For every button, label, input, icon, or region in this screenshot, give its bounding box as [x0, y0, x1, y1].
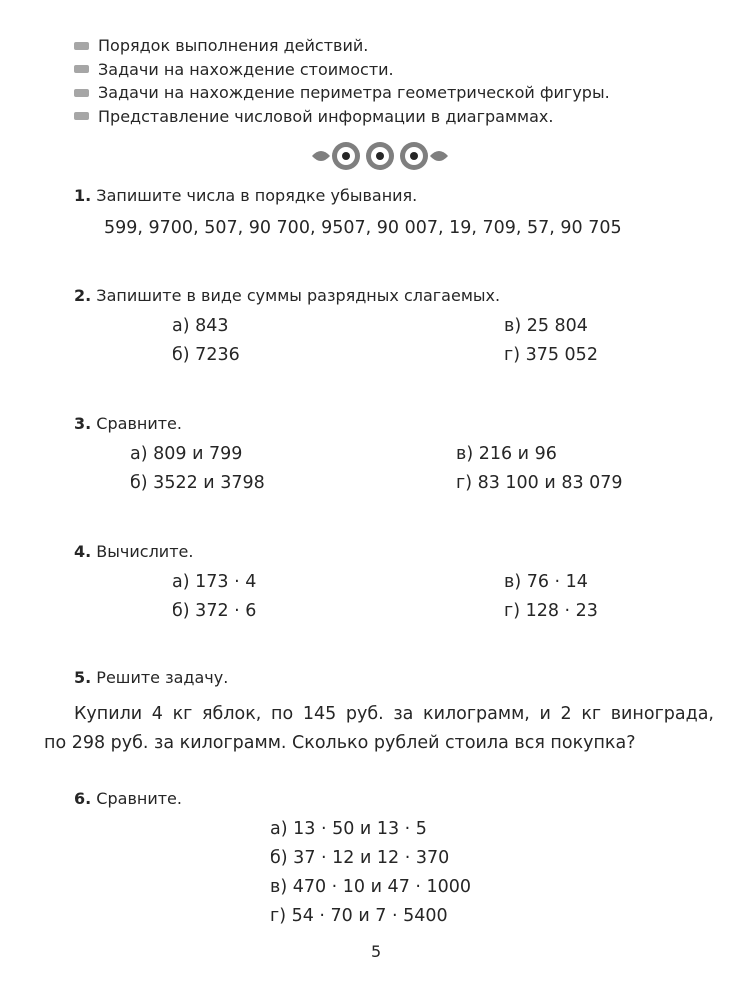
task-text: Запишите в виде суммы разрядных слагаемых.: [91, 286, 501, 305]
task-number: 1.: [74, 186, 92, 205]
task-number: 2.: [74, 286, 92, 305]
task-number: 4.: [74, 542, 92, 561]
exercise-item: а) 809 и 799: [130, 444, 243, 464]
exercise-item: в) 470 · 10 и 47 · 1000: [270, 877, 472, 897]
task-text: Вычислите.: [91, 542, 194, 561]
exercise-item: б) 37 · 12 и 12 · 370: [270, 848, 450, 868]
exercise-item: а) 173 · 4: [172, 572, 257, 592]
topics-list: [74, 34, 610, 128]
topic-text: Порядок выполнения действий.: [98, 36, 369, 56]
topic-item: [74, 105, 610, 129]
problem-text: [44, 700, 714, 758]
bullet-icon: [74, 42, 89, 50]
bullet-icon: [74, 112, 89, 120]
exercise-item: а) 843: [172, 316, 229, 336]
exercise-item: б) 372 · 6: [172, 601, 257, 621]
topic-item: [74, 81, 610, 105]
exercise-item: г) 375 052: [504, 345, 598, 365]
task-number: 5.: [74, 668, 92, 687]
bullet-icon: [74, 89, 89, 97]
task-4-title: [74, 542, 193, 561]
exercise-item: г) 128 · 23: [504, 601, 598, 621]
topic-text: Представление числовой информации в диаграммах.: [98, 106, 554, 126]
topic-item: [74, 34, 610, 58]
task-text: Решите задачу.: [91, 668, 229, 687]
page-number: 5: [371, 942, 382, 961]
ornament-divider-icon: [312, 138, 448, 174]
exercise-item: в) 25 804: [504, 316, 588, 336]
topic-text: Задачи на нахождение периметра геометрической фигуры.: [98, 83, 610, 103]
task-text: Запишите числа в порядке убывания.: [91, 186, 418, 205]
exercise-item: б) 7236: [172, 345, 240, 365]
task-3-title: [74, 414, 182, 433]
numbers-list: 599, 9700, 507, 90 700, 9507, 90 007, 19, 709, 57, 90 705: [104, 218, 622, 238]
problem-line: Купили 4 кг яблок, по 145 руб. за килограмм, и 2 кг винограда,: [74, 704, 714, 724]
task-2-title: [74, 286, 500, 305]
exercise-item: в) 216 и 96: [456, 444, 557, 464]
exercise-item: б) 3522 и 3798: [130, 473, 265, 493]
exercise-item: г) 54 · 70 и 7 · 5400: [270, 906, 448, 926]
topic-item: [74, 58, 610, 82]
task-1-title: [74, 186, 417, 205]
exercise-item: а) 13 · 50 и 13 · 5: [270, 819, 427, 839]
exercise-item: г) 83 100 и 83 079: [456, 473, 623, 493]
task-6-title: [74, 789, 182, 808]
task-number: 6.: [74, 789, 92, 808]
task-number: 3.: [74, 414, 92, 433]
problem-line: по 298 руб. за килограмм. Сколько рублей стоила вся покупка?: [44, 733, 636, 753]
bullet-icon: [74, 65, 89, 73]
exercise-item: в) 76 · 14: [504, 572, 588, 592]
task-text: Сравните.: [91, 414, 182, 433]
topic-text: Задачи на нахождение стоимости.: [98, 59, 394, 79]
task-text: Сравните.: [91, 789, 182, 808]
task-5-title: [74, 668, 228, 687]
